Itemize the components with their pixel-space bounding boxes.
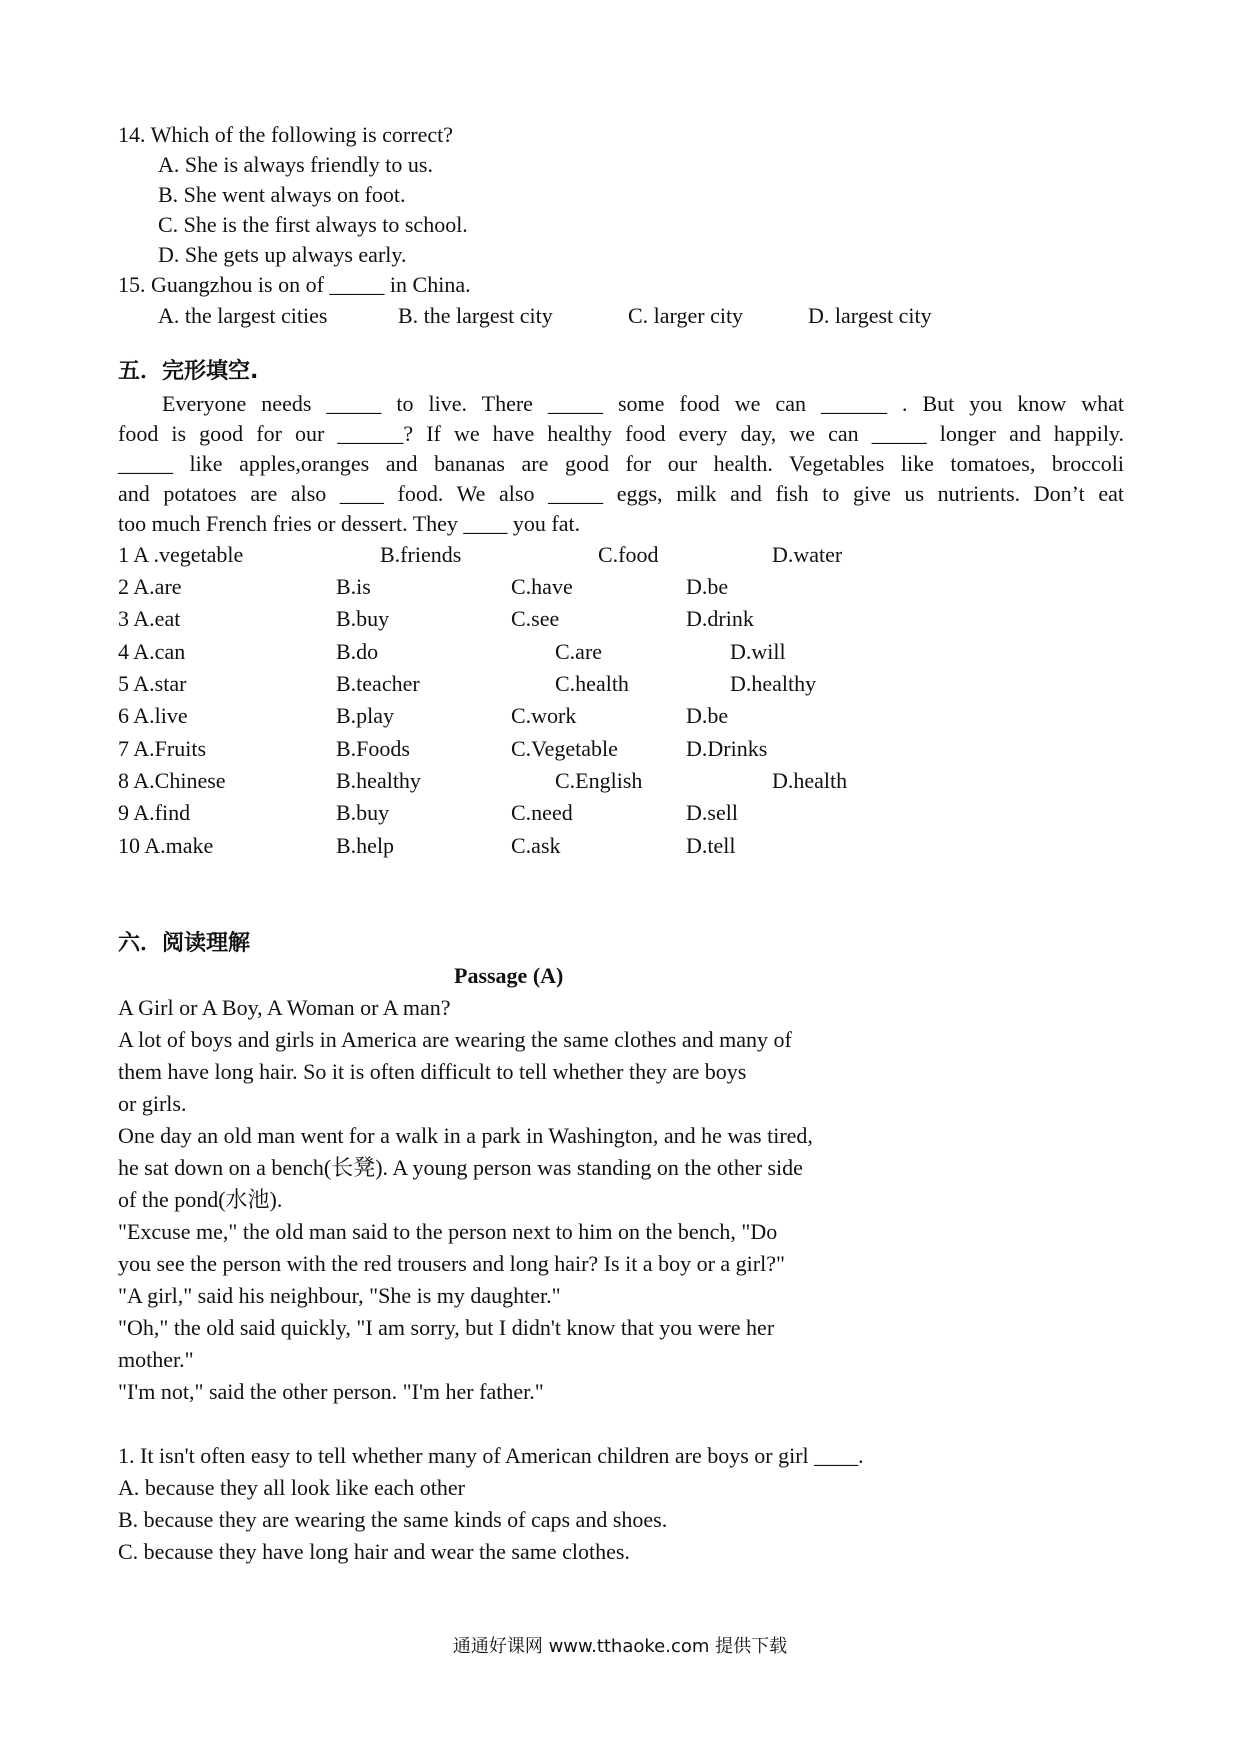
reading-question-1-option-c: C. because they have long hair and wear the same clothes.	[118, 1539, 630, 1564]
reading-question-1-stem: 1. It isn't often easy to tell whether many of American children are boys or girl ____.	[118, 1443, 864, 1468]
choice-8-a: 8 A.Chinese	[118, 768, 226, 793]
passage-line: "A girl," said his neighbour, "She is my daughter."	[118, 1283, 561, 1308]
page-footer: 通通好课网 www.tthaoke.com 提供下载	[452, 1636, 788, 1657]
choice-9-d: D.sell	[686, 800, 738, 825]
choice-3-d: D.drink	[686, 606, 754, 631]
choice-2-d: D.be	[686, 574, 729, 599]
choice-9-b: B.buy	[336, 800, 390, 825]
reading-question-1-option-b: B. because they are wearing the same kinds of caps and shoes.	[118, 1507, 668, 1532]
choice-9-a: 9 A.find	[118, 800, 191, 825]
passage-line: "I'm not," said the other person. "I'm her father."	[118, 1379, 544, 1404]
choice-4-b: B.do	[336, 639, 379, 664]
cloze-line-3: _____ like apples,oranges and bananas are good for our health. Vegetables like tomatoes, broccoli	[118, 451, 1124, 476]
choice-3-c: C.see	[511, 606, 560, 631]
choice-6-d: D.be	[686, 703, 729, 728]
section-6-heading: 六．阅读理解	[118, 931, 251, 956]
passage-title: Passage (A)	[454, 963, 564, 988]
choice-3-b: B.buy	[336, 606, 390, 631]
passage-line: or girls.	[118, 1091, 187, 1116]
choice-10-d: D.tell	[686, 833, 736, 858]
choice-2-a: 2 A.are	[118, 574, 182, 599]
choice-8-d: D.health	[772, 768, 848, 793]
choice-10-c: C.ask	[511, 833, 561, 858]
question-14-option-a: A. She is always friendly to us.	[158, 152, 433, 177]
passage-line: you see the person with the red trousers and long hair? Is it a boy or a girl?"	[118, 1251, 785, 1276]
choice-1-b: B.friends	[380, 542, 462, 567]
choice-7-c: C.Vegetable	[511, 736, 618, 761]
cloze-line-2: food is good for our ______? If we have healthy food every day, we can _____ longer and happily.	[118, 421, 1124, 446]
question-15-option-b: B. the largest city	[398, 303, 553, 328]
question-15-stem: 15. Guangzhou is on of _____ in China.	[118, 272, 471, 297]
question-15-option-d: D. largest city	[808, 303, 932, 328]
choice-6-b: B.play	[336, 703, 395, 728]
question-14-option-d: D. She gets up always early.	[158, 242, 407, 267]
choice-7-b: B.Foods	[336, 736, 410, 761]
choice-3-a: 3 A.eat	[118, 606, 181, 631]
passage-line: A Girl or A Boy, A Woman or A man?	[118, 995, 451, 1020]
question-14-stem: 14. Which of the following is correct?	[118, 122, 453, 147]
cloze-line-1: Everyone needs _____ to live. There _____ some food we can ______ . But you know what	[162, 391, 1124, 416]
passage-line: them have long hair. So it is often difficult to tell whether they are boys	[118, 1059, 747, 1084]
choice-5-d: D.healthy	[730, 671, 817, 696]
choice-4-a: 4 A.can	[118, 639, 186, 664]
choice-6-a: 6 A.live	[118, 703, 188, 728]
choice-1-a: 1 A .vegetable	[118, 542, 244, 567]
passage-line: "Excuse me," the old man said to the person next to him on the bench, "Do	[118, 1219, 778, 1244]
choice-7-d: D.Drinks	[686, 736, 768, 761]
choice-9-c: C.need	[511, 800, 573, 825]
reading-question-1-option-a: A. because they all look like each other	[118, 1475, 465, 1500]
choice-7-a: 7 A.Fruits	[118, 736, 207, 761]
cloze-line-4: and potatoes are also ____ food. We also _____ eggs, milk and fish to give us nutrients. Don’t eat	[118, 481, 1124, 506]
question-14-option-b: B. She went always on foot.	[158, 182, 406, 207]
choice-6-c: C.work	[511, 703, 577, 728]
passage-line: "Oh," the old said quickly, "I am sorry, but I didn't know that you were her	[118, 1315, 775, 1340]
choice-10-a: 10 A.make	[118, 833, 214, 858]
cloze-line-5: too much French fries or dessert. They ____ you fat.	[118, 511, 581, 536]
question-14-option-c: C. She is the first always to school.	[158, 212, 468, 237]
choice-1-c: C.food	[598, 542, 659, 567]
choice-5-a: 5 A.star	[118, 671, 187, 696]
choice-10-b: B.help	[336, 833, 395, 858]
passage-line: One day an old man went for a walk in a park in Washington, and he was tired,	[118, 1123, 813, 1148]
passage-line: mother."	[118, 1347, 194, 1372]
choice-2-b: B.is	[336, 574, 371, 599]
question-15-option-c: C. larger city	[628, 303, 744, 328]
passage-line: he sat down on a bench(长凳). A young person was standing on the other side	[118, 1155, 803, 1180]
choice-8-c: C.English	[555, 768, 643, 793]
passage-line: of the pond(水池).	[118, 1187, 283, 1212]
choice-2-c: C.have	[511, 574, 573, 599]
choice-5-b: B.teacher	[336, 671, 420, 696]
choice-5-c: C.health	[555, 671, 629, 696]
choice-8-b: B.healthy	[336, 768, 421, 793]
choice-4-c: C.are	[555, 639, 603, 664]
choice-1-d: D.water	[772, 542, 843, 567]
question-15-option-a: A. the largest cities	[158, 303, 328, 328]
choice-4-d: D.will	[730, 639, 786, 664]
section-5-heading: 五．完形填空.	[118, 359, 259, 384]
passage-line: A lot of boys and girls in America are wearing the same clothes and many of	[118, 1027, 792, 1052]
